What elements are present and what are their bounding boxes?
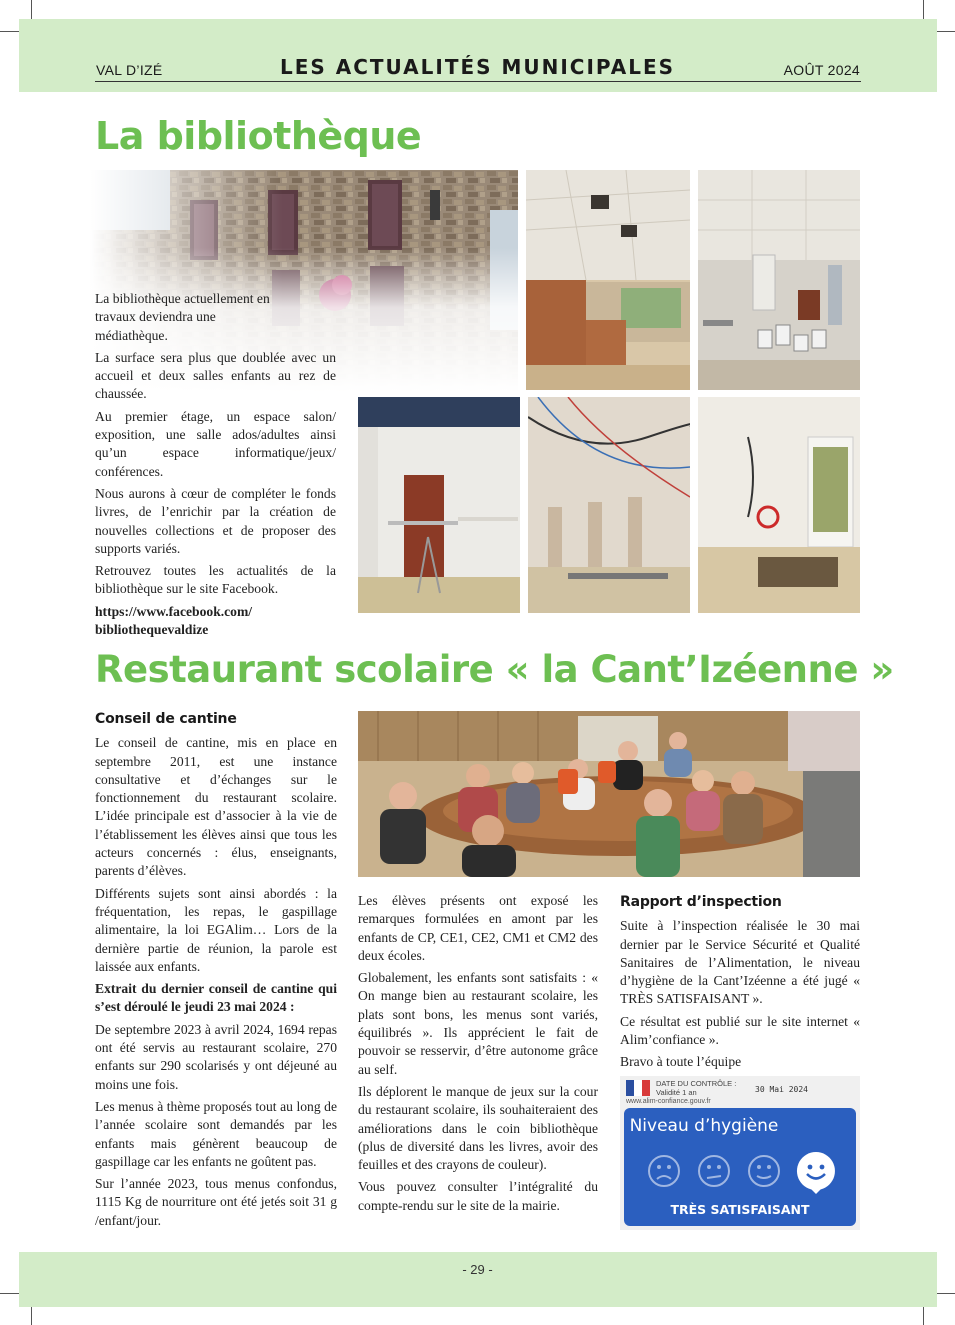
- crop-mark: [31, 0, 32, 20]
- crop-mark: [0, 31, 20, 32]
- validity-label: Validité 1 an: [656, 1088, 697, 1097]
- inspection-column: [620, 893, 860, 1076]
- crop-mark: [31, 1305, 32, 1325]
- works-photo-door: [358, 397, 520, 613]
- crop-mark: [0, 1293, 20, 1294]
- header-town: VAL D’IZÉ: [96, 62, 163, 78]
- works-photo-room-paint: [698, 170, 860, 390]
- facebook-link[interactable]: https://www.facebook.com/ bibliothequevaldize: [95, 603, 253, 638]
- remarks-paragraph: Ils déplorent le manque de jeux sur la cour du restaurant scolaire, ils souhaiteraient des améliorations dans le coin bibliothèque (plus de diversité dans les livres, avoir des feuilles et des crayons de couleur).: [358, 1083, 598, 1173]
- header-rule: [95, 81, 861, 82]
- smiley-scale: [642, 1148, 848, 1194]
- conseil-paragraph: Différents sujets sont ainsi abordés : la fréquentation, les repas, le gaspillage alimentaire, la loi EGAlim… Lors de la dernière partie de réunion, la parole est laissée aux enfants.: [95, 885, 337, 974]
- remarks-paragraph: Globalement, les enfants sont satisfaits : « On mange bien au restaurant scolaire, les plats sont bons, les menus sont variés, équilibrés ». Ils apprécient le fait de pouvoir se resservir, d’être autonome grâce au self.: [358, 970, 598, 1077]
- crop-mark: [935, 1293, 955, 1294]
- alim-confiance-website: www.alim-confiance.gouv.fr: [626, 1098, 711, 1105]
- works-photo-ceiling: [526, 170, 690, 390]
- inspection-paragraph: Suite à l’inspection réalisée le 30 mai dernier par le Service Sécurité et Qualité Sanitaires de l’Alimentation, le niveau d’hygiène de la Cant’Izéenne a été jugé « TRÈS SATISFAISANT ».: [620, 918, 860, 1007]
- crop-mark: [923, 1305, 924, 1325]
- crop-mark: [935, 31, 955, 32]
- works-photo-floor: [698, 397, 860, 613]
- conseil-subhead: Conseil de cantine: [95, 711, 237, 727]
- control-date-value: 30 Mai 2024: [755, 1085, 808, 1094]
- hygiene-card: [620, 1076, 860, 1230]
- conseil-paragraph: Le conseil de cantine, mis en place en septembre 2011, est une instance consultative et d’échanges sur le fonctionnement du restaurant scolaire. L’idée principale est d’associer à la vie de l’établissement les élèves ainsi que tous les acteurs concernés : élus, enseignants, parents d’élèves.: [95, 735, 337, 879]
- library-paragraph: La surface sera plus que doublée avec un accueil et deux salles enfants au rez de chaussée.: [95, 349, 336, 402]
- conseil-column: [95, 710, 337, 1234]
- cantine-meeting-photo: [358, 711, 860, 877]
- inspection-paragraph: Ce résultat est publié sur le site internet « Alim’confiance ».: [620, 1013, 860, 1048]
- control-date-info: [656, 1079, 736, 1097]
- hygiene-result: TRÈS SATISFAISANT: [670, 1202, 810, 1217]
- library-heading: La bibliothèque: [95, 114, 422, 158]
- restaurant-heading: Restaurant scolaire « la Cant’Izéenne »: [95, 648, 894, 691]
- conseil-paragraph: De septembre 2023 à avril 2024, 1694 repas ont été servis au restaurant scolaire, 270 enfants sur 290 scolarisés y ont déjeuné au moins une fois.: [95, 1021, 337, 1092]
- conseil-paragraph: Sur l’année 2023, tous menus confondus, 1115 Kg de nourriture ont été jetés soit 31 g /enfant/jour.: [95, 1176, 337, 1228]
- page-number: - 29 -: [462, 1262, 493, 1277]
- library-paragraph: Au premier étage, un espace salon/ exposition, une salle ados/adultes ainsi qu’un espace informatique/jeux/ conférences.: [95, 408, 336, 479]
- hygiene-title: Niveau d’hygiène: [629, 1116, 779, 1136]
- children-remarks-column: [358, 892, 598, 1219]
- french-republic-logo: [626, 1080, 650, 1096]
- remarks-paragraph: Les élèves présents ont exposé les remarques formulées en amont par les enfants de CP, CE1, CE2, CM1 et CM2 des deux écoles.: [358, 893, 598, 963]
- conseil-extract-heading: Extrait du dernier conseil de cantine qui s’est déroulé le jeudi 23 mai 2024 :: [95, 981, 337, 1015]
- control-date-label: DATE DU CONTRÔLE :: [656, 1079, 737, 1088]
- library-paragraph: Nous aurons à cœur de compléter le fonds livres, de l’enrichir par la création de nouvelles collections et de proposer des supports variés.: [95, 485, 336, 556]
- works-photo-cables: [528, 397, 690, 613]
- library-paragraph: Retrouvez toutes les actualités de la bibliothèque sur le site Facebook.: [95, 563, 336, 597]
- header-date: AOÛT 2024: [783, 62, 860, 78]
- header-title: LES ACTUALITÉS MUNICIPALES: [279, 55, 676, 79]
- inspection-paragraph: Bravo à toute l’équipe: [620, 1054, 742, 1070]
- crop-mark: [923, 0, 924, 20]
- library-paragraph: La bibliothèque actuellement en travaux deviendra une médiathèque.: [95, 291, 270, 343]
- library-text: [95, 290, 336, 639]
- conseil-paragraph: Les menus à thème proposés tout au long de l’année scolaire sont demandés par les enfants mais génèrent beaucoup de gaspillage car les enfants ne goûtent pas.: [95, 1098, 337, 1169]
- footer-band: [19, 1252, 937, 1307]
- inspection-subhead: Rapport d’inspection: [620, 894, 782, 910]
- remarks-paragraph: Vous pouvez consulter l’intégralité du compte-rendu sur le site de la mairie.: [358, 1179, 598, 1213]
- hygiene-level-panel: [624, 1108, 856, 1226]
